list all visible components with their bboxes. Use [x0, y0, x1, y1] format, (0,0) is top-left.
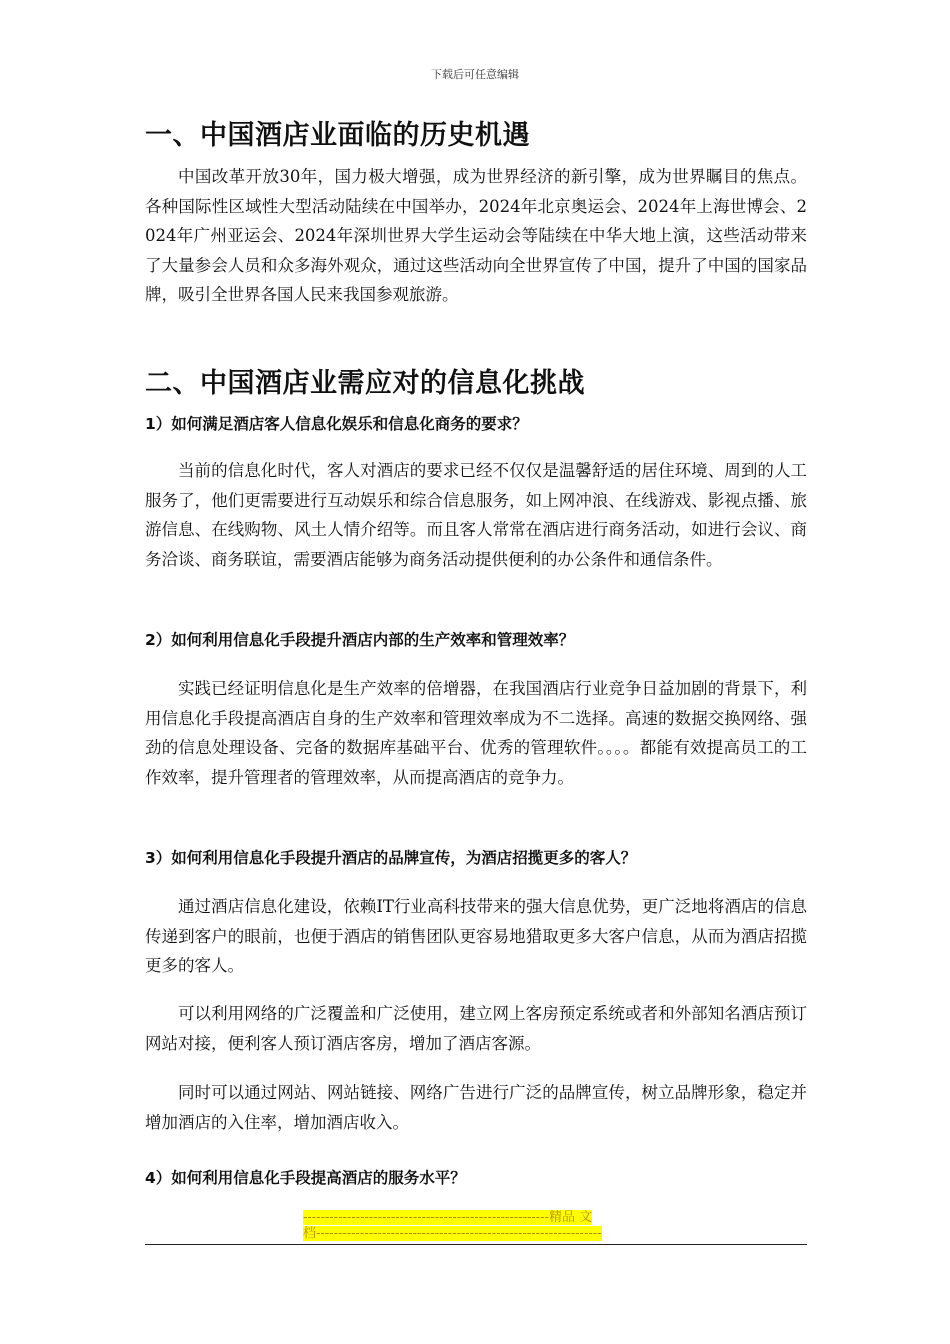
answer-2-paragraph: 实践已经证明信息化是生产效率的倍增器，在我国酒店行业竞争日益加剧的背景下，利用信息化手段提高酒店自身的生产效率和管理效率成为不二选择。高速的数据交换网络、强劲的信息处理设备、完备的数据库基础平台、优秀的管理软件。。。。都能有效提高员工的工作效率，提升管理者的管理效率，从而提高酒店的竞争力。	[145, 679, 807, 787]
footer-divider	[145, 1244, 807, 1245]
answer-1-paragraph: 当前的信息化时代，客人对酒店的要求已经不仅仅是温馨舒适的居住环境、周到的人工服务了，他们更需要进行互动娱乐和综合信息服务，如上网冲浪、在线游戏、影视点播、旅游信息、在线购物、风土人情介绍等。而且客人常常在酒店进行商务活动，如进行会议、商务洽谈、商务联谊，需要酒店能够为商务活动提供便利的办公条件和通信条件。	[145, 461, 807, 569]
header-note: 下载后可任意编辑	[431, 68, 519, 81]
answer-3-paragraph-1: 通过酒店信息化建设，依赖IT行业高科技带来的强大信息优势，更广泛地将酒店的信息传递到客户的眼前，也便于酒店的销售团队更容易地猎取更多大客户信息，从而为酒店招揽更多的客人。	[145, 897, 807, 975]
question-3: 3）如何利用信息化手段提升酒店的品牌宣传，为酒店招揽更多的客人？	[145, 849, 637, 867]
section-2-title: 二、中国酒店业需应对的信息化挑战	[145, 368, 585, 399]
section-1-paragraph: 中国改革开放30年，国力极大增强，成为世界经济的新引擎，成为世界瞩目的焦点。各种国际性区域性大型活动陆续在中国举办，2024年北京奥运会、2024年上海世博会、2024年广州亚运会、2024年深圳世界大学生运动会等陆续在中华大地上演，这些活动带来了大量参会人员和众多海外观众，通过这些活动向全世界宣传了中国，提升了中国的国家品牌，吸引全世界各国人民来我国参观旅游。	[145, 167, 807, 304]
question-4: 4）如何利用信息化手段提高酒店的服务水平？	[145, 1169, 466, 1187]
section-1-title: 一、中国酒店业面临的历史机遇	[145, 120, 530, 151]
footer-line-2: 档-----------------------------------------------------------------	[303, 1226, 602, 1241]
footer-watermark	[303, 1210, 648, 1242]
footer-line-1: --------------------------------------------------------精品 文	[303, 1210, 593, 1225]
answer-3-paragraph-3: 同时可以通过网站、网站链接、网络广告进行广泛的品牌宣传，树立品牌形象，稳定并增加酒店的入住率，增加酒店收入。	[145, 1083, 807, 1132]
question-1: 1）如何满足酒店客人信息化娱乐和信息化商务的要求？	[145, 415, 528, 433]
question-2: 2）如何利用信息化手段提升酒店内部的生产效率和管理效率？	[145, 631, 575, 649]
answer-3-paragraph-2: 可以利用网络的广泛覆盖和广泛使用，建立网上客房预定系统或者和外部知名酒店预订网站对接，便利客人预订酒店客房，增加了酒店客源。	[145, 1004, 807, 1053]
